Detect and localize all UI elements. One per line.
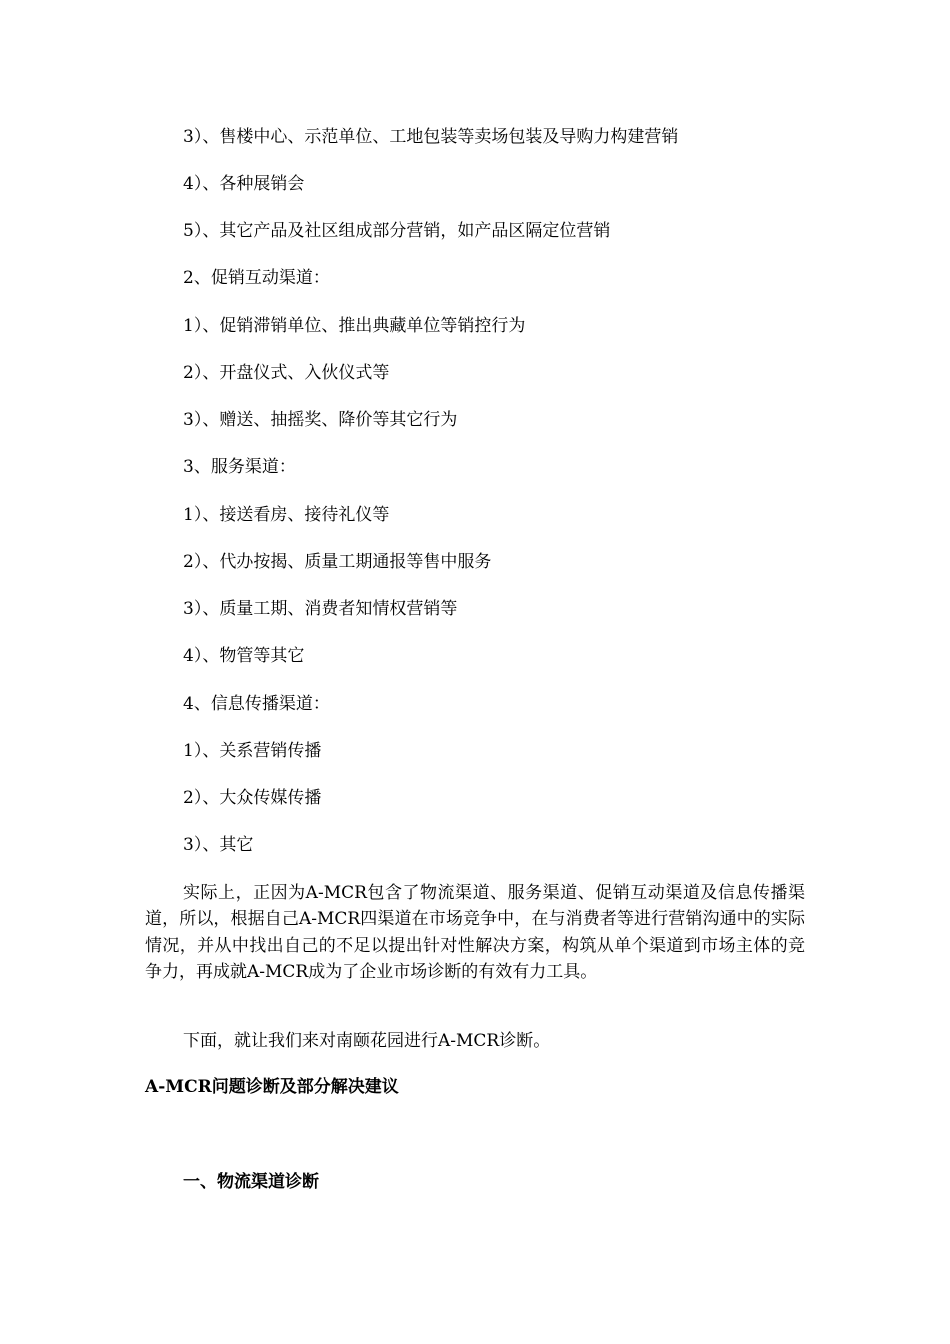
list-line: 3）、其它 <box>183 835 254 855</box>
list-line: 2）、开盘仪式、入伙仪式等 <box>183 363 390 383</box>
list-line: 1）、促销滞销单位、推出典藏单位等销控行为 <box>183 316 526 336</box>
body-paragraph: 实际上，正因为A-MCR包含了物流渠道、服务渠道、促销互动渠道及信息传播渠道，所以，根据自己A-MCR四渠道在市场竞争中，在与消费者等进行营销沟通中的实际情况，并从中找出自己的不足以提出针对性解决方案，构筑从单个渠道到市场主体的竞争力，再成就A-MCR成为了企业市场诊断的有效有力工具。 <box>145 883 805 983</box>
list-line: 5）、其它产品及社区组成部分营销，如产品区隔定位营销 <box>183 221 611 241</box>
section-heading: A-MCR问题诊断及部分解决建议 <box>145 1077 399 1097</box>
list-line: 2）、代办按揭、质量工期通报等售中服务 <box>183 552 492 572</box>
list-line: 1）、关系营销传播 <box>183 741 322 761</box>
list-heading: 3、服务渠道： <box>183 457 296 477</box>
list-line: 3）、质量工期、消费者知情权营销等 <box>183 599 458 619</box>
list-line: 3）、售楼中心、示范单位、工地包装等卖场包装及导购力构建营销 <box>183 127 679 147</box>
list-line: 4）、物管等其它 <box>183 646 305 666</box>
list-line: 3）、赠送、抽摇奖、降价等其它行为 <box>183 410 458 430</box>
list-line: 1）、接送看房、接待礼仪等 <box>183 505 390 525</box>
list-line: 2）、大众传媒传播 <box>183 788 322 808</box>
list-heading: 2、促销互动渠道： <box>183 268 330 288</box>
body-paragraph: 下面，就让我们来对南颐花园进行A-MCR诊断。 <box>183 1031 551 1051</box>
list-line: 4）、各种展销会 <box>183 174 305 194</box>
list-heading: 4、信息传播渠道： <box>183 694 330 714</box>
subsection-heading: 一、物流渠道诊断 <box>183 1172 319 1192</box>
